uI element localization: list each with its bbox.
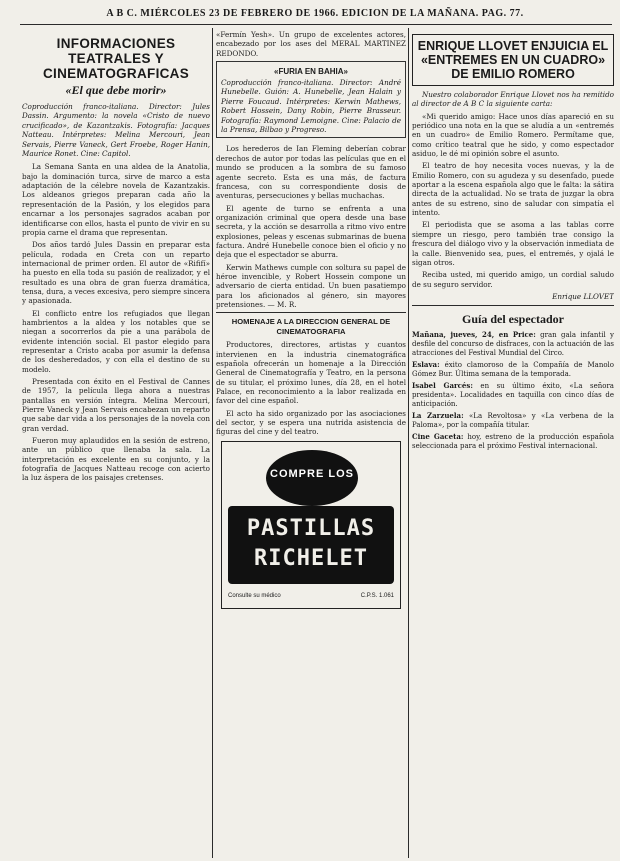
review-title: «FURIA EN BAHIA» <box>274 67 348 77</box>
guide-item-text: en su último éxito, «La señora presidenta». Localidades en taquilla con cinco días de anticipación. <box>412 381 614 408</box>
column-left <box>22 28 210 860</box>
ad-product-panel <box>228 506 394 584</box>
guide-item <box>412 330 614 358</box>
pastillas-richelet-ad <box>221 441 401 609</box>
film-title: «El que debe morir» <box>65 83 167 97</box>
column-divider-2 <box>408 28 409 858</box>
ad-footer-left: Consulte su médico <box>228 592 281 599</box>
article-paragraph: Dos años tardó Jules Dassin en preparar esta película, rodada en Creta con un reparto internacional de primer orden. El autor de «Rififí» ha puesto en ella toda su pasión de realizador, y el resultado es una obra de gran fuerza dramática, tensa, dura, a veces excesiva, pero siempre sincera y apasionada. <box>22 240 210 306</box>
guide-item-text: hoy, estreno de la producción española seleccionada para el próximo Festival internacional. <box>412 432 614 450</box>
letter-headline-box <box>412 34 614 86</box>
letter-paragraph: El teatro de hoy necesita voces nuevas, y la de Emilio Romero, con su agudeza y su desenfado, puede aportar a la escena española algo que le falta: la sátira directa de la actualidad. No se trata de juzgar la obra antes de su estreno, sino de saludar con simpatía el intento. <box>412 161 614 218</box>
review-credits: Coproducción franco-italiana. Director: André Hunebelle. Guión: A. Hunebelle, Jean Halain y Pierre Foucaud. Intérpretes: Kerwin Mathews, Robert Hossein, Dany Robin, Pierre Brasseur. Fotografía: Raymond Lemoigne. Cine: Palacio de la Prensa, Bilbao y Progreso. <box>221 78 401 135</box>
article-headline: INFORMACIONES TEATRALES Y CINEMATOGRAFICAS <box>42 36 190 81</box>
ad-oval-text: COMPRE LOS <box>270 467 354 480</box>
article-paragraph: Fueron muy aplaudidos en la sesión de estreno, ante un público que llenaba la sala. La interpretación es excelente en su conjunto, y la fotografía de Jacques Natteau recoge con acierto la luz áspera de los paisajes cretenses. <box>22 436 210 483</box>
section-paragraph: El acto ha sido organizado por las asociaciones del sector, y se espera una nutrida asistencia de figuras del cine y del teatro. <box>216 408 406 437</box>
guide-item <box>412 432 614 451</box>
guide-item <box>412 411 614 430</box>
letter-intro: Nuestro colaborador Enrique Llovet nos ha remitido al director de A B C la siguiente carta: <box>412 90 614 109</box>
review-box <box>216 61 406 138</box>
intro-text: «Fermín Yesh». Un grupo de excelentes actores, encabezado por los ases del MERAL MARTINEZ REDONDO. <box>216 30 406 58</box>
review-paragraph: Kerwin Mathews cumple con soltura su papel de héroe invencible, y Robert Hossein compone un adversario de cierta entidad. Un buen pasatiempo para los aficionados al género, sin mayores pretensiones. — M. R. <box>216 262 406 309</box>
guide-item-text: éxito clamoroso de la Compañía de Manolo Gómez Bur. Última semana de la temporada. <box>412 360 614 378</box>
guide-item-text: gran gala infantil y desfile del concurso de disfraces, con la actuación de las atracciones del Festival Mundial del Circo. <box>412 330 614 357</box>
letter-headline: ENRIQUE LLOVET ENJUICIA EL «ENTREMES EN UN CUADRO» DE EMILIO ROMERO <box>417 39 609 81</box>
ad-product-line1: PASTILLAS <box>246 515 376 541</box>
guide-item <box>412 381 614 409</box>
guide-item-text: «La Revoltosa» y «La verbena de la Paloma», por la compañía titular. <box>412 411 614 429</box>
section-paragraph: Productores, directores, artistas y cuantos intervienen en la industria cinematográfica española ofrecerán un homenaje a la Dirección General de Cinematografía y Teatro, en la persona de su titular, el próximo lunes, día 28, en el hotel Palace, en reconocimiento a la labor realizada en favor del cine español. <box>216 340 406 406</box>
letter-signoff: Enrique LLOVET <box>552 291 614 301</box>
column-divider-1 <box>212 28 213 858</box>
article-paragraph: La Semana Santa en una aldea de la Anatolia, bajo la dominación turca, sirve de marco a esta adaptación de la célebre novela de Kazantzakis. Los aldeanos griegos preparan cada año la representación de la Pasión, y los elegidos para encarnar a los personajes sagrados acaban por identificarse con ellos, hasta el punto de vivir en su propia carne el drama que representan. <box>22 162 210 237</box>
review-paragraph: El agente de turno se enfrenta a una organización criminal que opera desde una base secreta, y la acción se desarrolla a ritmo vivo entre explosiones, peleas y escenas submarinas de buena factura. André Hunebelle conoce bien el oficio y no deja que el espectador se aburra. <box>216 203 406 260</box>
ad-footer-right: C.P.S. 1.061 <box>360 592 394 599</box>
review-paragraph: Los herederos de Ian Fleming deberían cobrar derechos de autor por todas las películas que en el mundo se producen a la sombra de su famoso agente secreto. Esta es una más, de factura francesa, con su correspondiente dosis de aventuras, persecuciones y bellas muchachas. <box>216 144 406 201</box>
column-middle <box>216 28 406 860</box>
ad-oval-badge <box>266 450 358 506</box>
film-credits: Coproducción franco-italiana. Director: Jules Dassin. Argumento: la novela «Cristo de nuevo crucificado», de Kazantzakis. Fotografía: Jacques Natteau. Intérpretes: Melina Mercouri, Jean Servais, Pierre Vaneck, Gert Froebe, Roger Hanin, Maurice Ronet. Cine: Capitol. <box>22 102 210 159</box>
section-rule <box>216 312 406 313</box>
ad-footer <box>228 590 394 602</box>
article-paragraph: Presentada con éxito en el Festival de Cannes de 1957, la película llega ahora a nuestras pantallas en versión íntegra. Melina Mercouri, Pierre Vaneck y Jean Servais encabezan un reparto que sabe dar vida a los personajes de la novela con gran verdad. <box>22 377 210 433</box>
letter-paragraph: El periodista que se asoma a las tablas corre siempre un riesgo, pero también trae consigo la frescura del diálogo vivo y la observación inmediata de la calle. Bienvenido sea, pues, el entremés, y ojalá le sigan otros. <box>412 220 614 267</box>
page-header: A B C. MIÉRCOLES 23 DE FEBRERO DE 1966. EDICION DE LA MAÑANA. PAG. 77. <box>106 8 524 19</box>
guide-item-label: La Zarzuela: <box>412 410 464 420</box>
header-rule <box>20 24 612 25</box>
guide-item-label: Isabel Garcés: <box>412 380 473 390</box>
guide-title: Guía del espectador <box>462 311 564 326</box>
guide-item-label: Eslava: <box>412 359 440 369</box>
column-right <box>412 28 614 860</box>
guide-item-label: Mañana, jueves, 24, en Price: <box>412 329 536 339</box>
ad-product-line2: RICHELET <box>254 545 368 571</box>
letter-paragraph: Reciba usted, mi querido amigo, un cordial saludo de su seguro servidor. <box>412 270 614 289</box>
article-paragraph: El conflicto entre los refugiados que llegan hambrientos a la aldea y los notables que se niegan a socorrerlos da pie a una parábola de evidente intención social. El pastor elegido para representar a Cristo acaba por asumir la defensa de los desheredados, y con ella el destino de su modelo. <box>22 308 210 374</box>
guide-item-label: Cine Gaceta: <box>412 431 464 441</box>
section-headline: HOMENAJE A LA DIRECCION GENERAL DE CINEMATOGRAFIA <box>231 317 391 337</box>
letter-paragraph: «Mi querido amigo: Hace unos días apareció en su periódico una nota en la que se aludía a un «entremés en un cuadro» de Emilio Romero. Permítame que, como crítico teatral que he sido, y como espectador asiduo, le dé mi opinión sobre el asunto. <box>412 111 614 159</box>
guide-rule <box>412 305 614 306</box>
guide-item <box>412 360 614 379</box>
